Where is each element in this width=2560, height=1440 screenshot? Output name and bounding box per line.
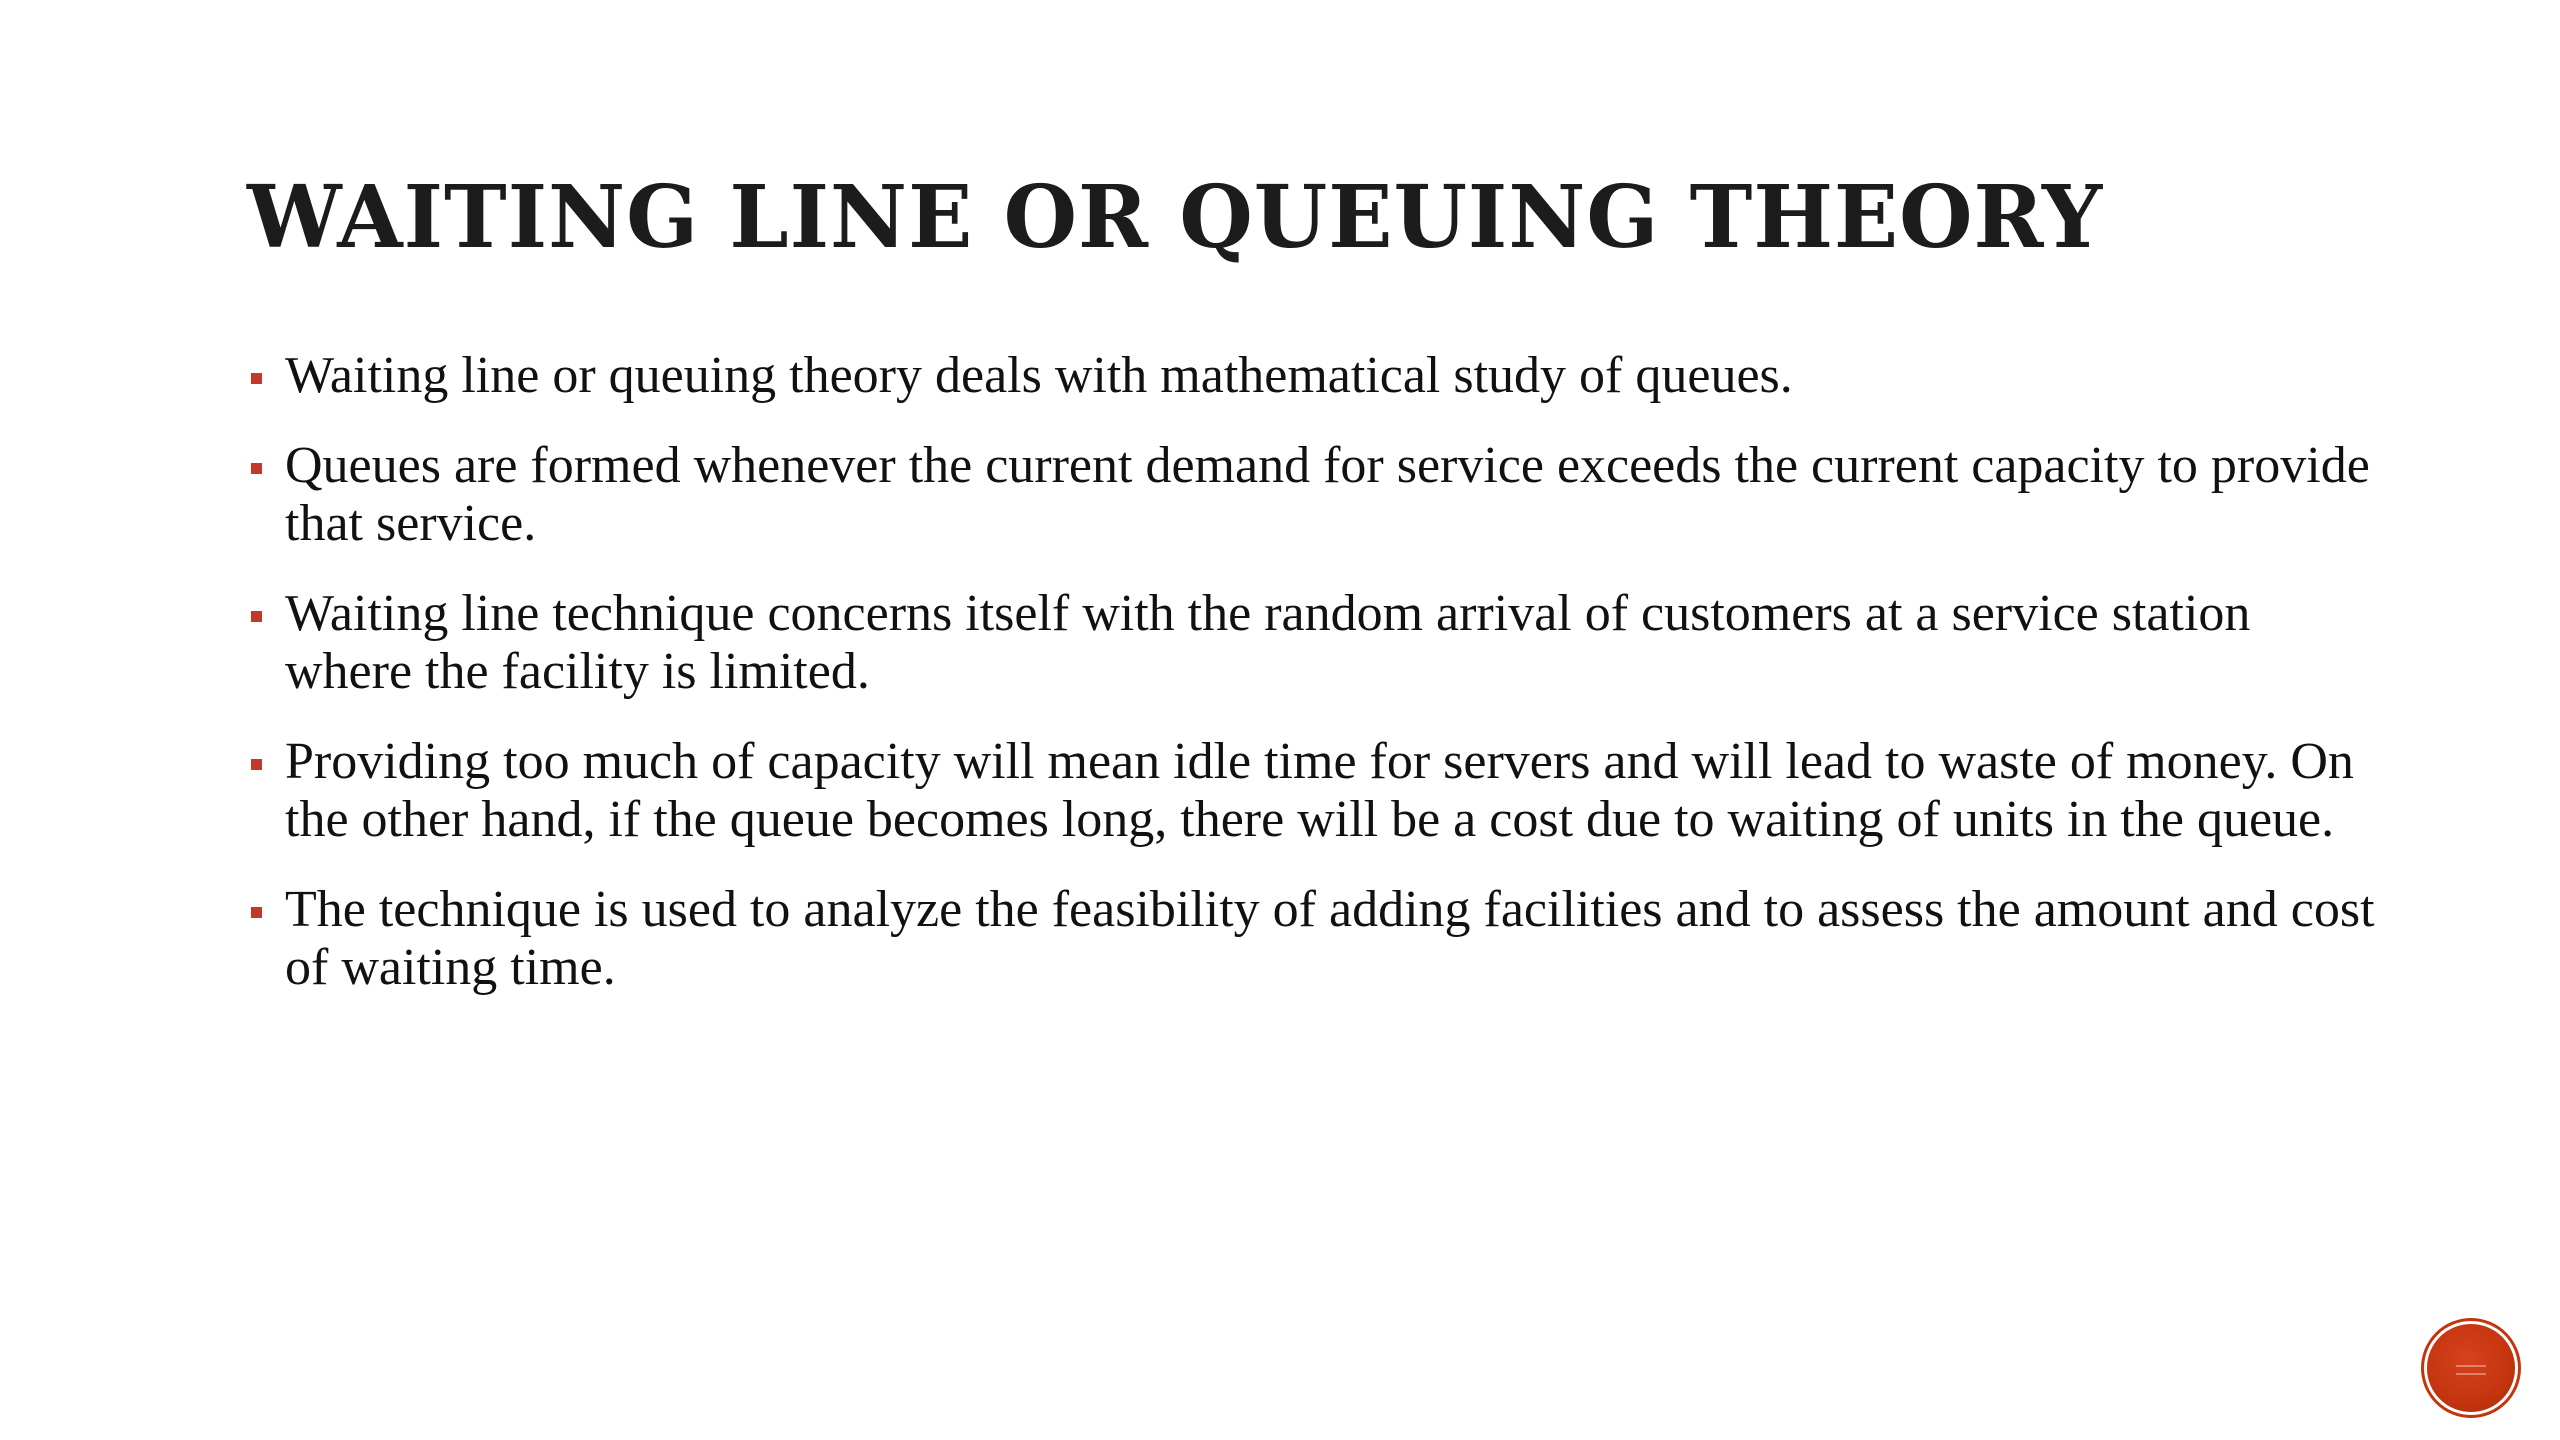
list-item: [247, 733, 2377, 849]
list-item: [247, 881, 2377, 997]
square-bullet-icon: [251, 373, 262, 384]
square-bullet-icon: [251, 463, 262, 474]
square-bullet-icon: [251, 611, 262, 622]
bullet-text: Waiting line or queuing theory deals with mathematical study of queues.: [285, 347, 1793, 404]
slide-badge-icon[interactable]: [2427, 1324, 2515, 1412]
square-bullet-icon: [251, 907, 262, 918]
bullet-text: Providing too much of capacity will mean idle time for servers and will lead to waste of money. On the other hand, if the queue becomes long, there will be a cost due to waiting of units in the queue.: [285, 733, 2354, 848]
square-bullet-icon: [251, 759, 262, 770]
bullet-text: Queues are formed whenever the current demand for service exceeds the current capacity to provide that service.: [285, 437, 2370, 552]
bullet-text: The technique is used to analyze the feasibility of adding facilities and to assess the amount and cost of waiting time.: [285, 881, 2375, 996]
slide-title: WAITING LINE OR QUEUING THEORY: [247, 167, 2104, 268]
list-item: [247, 347, 2377, 405]
list-item: [247, 437, 2377, 553]
badge-glyph: [2456, 1365, 2486, 1375]
bullet-text: Waiting line technique concerns itself with the random arrival of customers at a service station where the facility is limited.: [285, 585, 2251, 700]
list-item: [247, 585, 2377, 701]
bullet-list: [247, 347, 2377, 1029]
